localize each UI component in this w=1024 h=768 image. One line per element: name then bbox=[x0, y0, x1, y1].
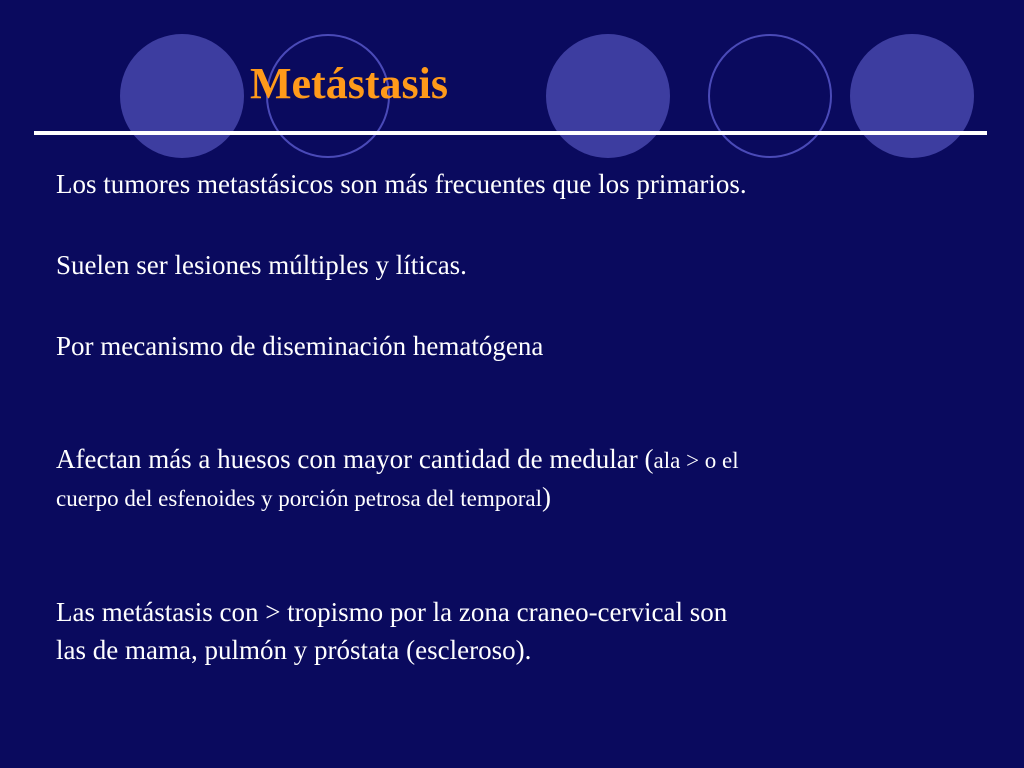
decor-circle-1 bbox=[120, 34, 244, 158]
paragraph-tropism-line-2: las de mama, pulmón y próstata (escleroso). bbox=[56, 634, 532, 665]
paragraph-bones bbox=[56, 441, 739, 517]
paragraph-bones-main: Afectan más a huesos con mayor cantidad de medular ( bbox=[56, 444, 654, 474]
decor-circle-5 bbox=[850, 34, 974, 158]
slide-title: Metástasis bbox=[250, 59, 448, 108]
decor-circle-3 bbox=[546, 34, 670, 158]
decor-circle-4 bbox=[708, 34, 832, 158]
paragraph-bones-small-2: cuerpo del esfenoides y porción petrosa del temporal bbox=[56, 485, 543, 511]
paragraph-lesions: Suelen ser lesiones múltiples y líticas. bbox=[56, 250, 467, 280]
paragraph-tropism bbox=[56, 594, 727, 670]
paragraph-mechanism: Por mecanismo de diseminación hematógena bbox=[56, 331, 544, 361]
title-divider bbox=[34, 131, 987, 135]
paragraph-tropism-line-1: Las metástasis con > tropismo por la zona craneo-cervical son bbox=[56, 597, 728, 627]
paragraph-bones-small-1: ala > o el bbox=[653, 448, 739, 473]
paragraph-frequency: Los tumores metastásicos son más frecuentes que los primarios. bbox=[56, 169, 747, 199]
paragraph-bones-end: ) bbox=[542, 481, 552, 512]
